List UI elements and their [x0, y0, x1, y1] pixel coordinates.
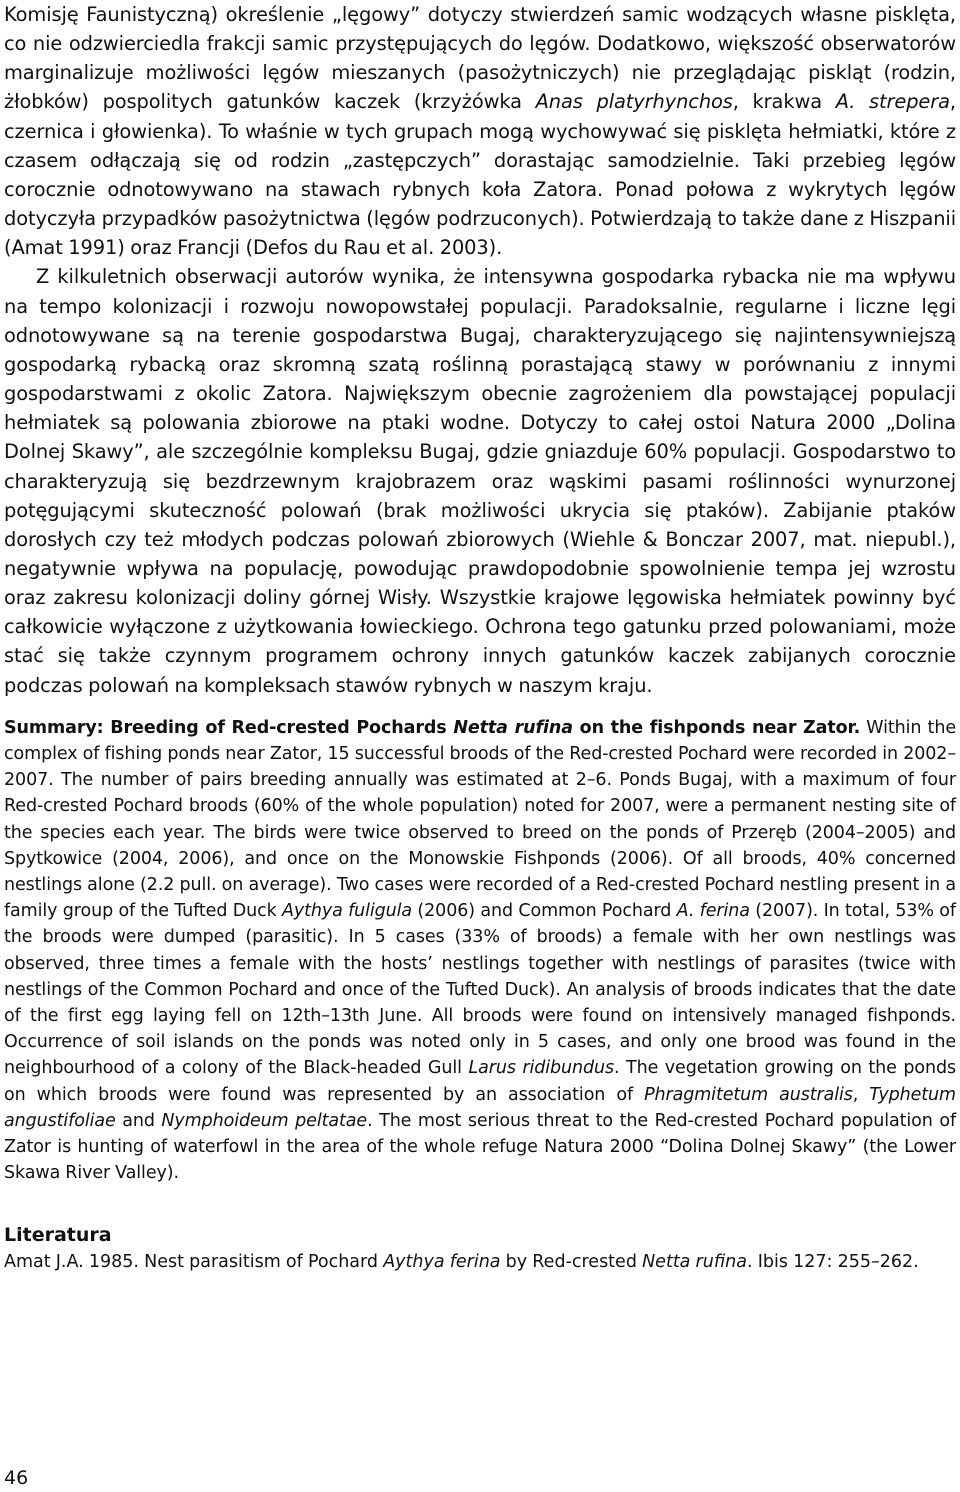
- reference-list: [4, 1249, 956, 1275]
- italic-run: Nymphoideum peltatae: [161, 1110, 368, 1131]
- text-run: Z kilkuletnich obserwacji autorów wynika, że intensywna gospodarka rybacka nie ma wpływu na tempo kolonizacji i rozwoju nowopowstałej populacji. Paradoksalnie, regularne i liczne lęgi odnotowywane są na terenie gospodarstwa Bugaj, charakteryzującego się najintensywniejszą gospodarką rybacką oraz skromną szatą roślinną porastającą stawy w porównaniu z innymi gospodarstwami z okolic Zatora. Największym obecnie zagrożeniem dla powstającej populacji hełmiatek są polowania zbiorowe na ptaki wodne. Dotyczy to całej ostoi Natura 2000 „Dolina Dolnej Skawy”, ale szczególnie kompleksu Bugaj, gdzie gniazduje 60% populacji. Gospodarstwo to charakteryzują się bezdrzewnym krajobrazem oraz wąskimi pasami roślinności wynurzonej potęgującymi skuteczność polowań (brak możliwości ukrycia się ptaków). Zabijanie ptaków dorosłych czy też młodych podczas polowań zbiorowych (Wiehle & Bonczar 2007, mat. niepubl.), negatywnie wpływa na populację, powodując prawdopodobnie spowolnienie tempa jej wzrostu oraz zakresu kolonizacji doliny górnej Wisły. Wszystkie krajowe lęgowiska hełmiatek powinny być całkowicie wyłączone z użytkowania łowieckiego. Ochrona tego gatunku przed polowaniami, może stać się także czynnym programem ochrony innych gatunków kaczek zabijanych corocznie podczas polowań na kompleksach stawów rybnych w naszym kraju.: [4, 265, 956, 697]
- text-run: . Ibis 127: 255–262.: [746, 1252, 919, 1273]
- text-run: (2007). In total, 53% of the broods were dumped (parasitic). In 5 cases (33% of broods) a female with her own nestlings was observed, three times a female with the hosts’ nestlings together with nestlings of parasites (twice with nestlings of the Common Pochard and once of the Tufted Duck). An analysis of broods indicates that the date of the first egg laying fell on 12th–13th June. All broods were found on intensively managed fishponds. Occurrence of soil islands on the ponds was noted only in 5 cases, and only one brood was found in the neighbourhood of a colony of the Black-headed Gull: [4, 901, 956, 1079]
- text-run: . The most serious threat to the Red-crested Pochard population of Zator is hunting of waterfowl in the area of the whole refuge Natura 2000 “Dolina Dolnej Skawy” (the Lower Skawa River Valley).: [4, 1110, 956, 1184]
- bold-run: on the fishponds near Zator.: [572, 717, 861, 738]
- text-run: (2006) and Common Pochard: [412, 901, 677, 922]
- italic-run: Aythya fuligula: [281, 901, 413, 922]
- text-run: Within the complex of fishing ponds near Zator, 15 successful broods of the Red-crested Pochard were recorded in 2002–2007. The number of pairs breeding annually was estimated at 2–6. Ponds Bugaj, with a maximum of four Red-crested Pochard broods (60% of the whole population) noted for 2007, were a permanent nesting site of the species each year. The birds were twice observed to breed on the ponds of Przeręb (2004–2005) and Spytkowice (2004, 2006), and once on the Monowskie Fishponds (2006). Of all broods, 40% concerned nestlings alone (2.2 pull. on average). Two cases were recorded of a Red-crested Pochard nestling present in a family group of the Tufted Duck: [4, 717, 956, 922]
- italic-run: Netta rufina: [453, 717, 573, 738]
- body-paragraph: [4, 0, 956, 262]
- text-run: by Red-crested: [500, 1252, 643, 1273]
- page-number: 46: [4, 1467, 29, 1489]
- article-page: [4, 0, 956, 1276]
- italic-run: Typhetum angustifoliae: [4, 1084, 956, 1131]
- text-run: , krakwa: [732, 90, 836, 114]
- literature-heading: Literatura: [4, 1224, 112, 1247]
- italic-run: Aythya ferina: [383, 1252, 501, 1273]
- text-run: and: [115, 1110, 162, 1131]
- italic-run: Anas platyrhynchos: [535, 90, 733, 114]
- italic-run: Larus ridibundus: [468, 1058, 615, 1079]
- text-run: Amat J.A. 1985. Nest parasitism of Pochard: [4, 1252, 384, 1273]
- text-run: . The vegetation growing on the ponds on which broods were found was represented by an association of: [4, 1058, 956, 1105]
- text-run: ,: [852, 1084, 870, 1105]
- body-paragraph: [4, 262, 956, 699]
- english-summary: [4, 715, 956, 1187]
- polish-body-text: [4, 0, 956, 700]
- bold-run: [453, 718, 573, 738]
- italic-run: A. ferina: [676, 901, 750, 922]
- italic-run: A. strepera: [835, 90, 950, 114]
- reference-entry: [4, 1249, 956, 1275]
- text-run: Komisję Faunistyczną) określenie „lęgowy” dotyczy stwierdzeń samic wodzących własne pisklęta, co nie odzwierciedla frakcji samic przystępujących do lęgów. Dodatkowo, większość obserwatorów marginalizuje możliwości lęgów mieszanych (pasożytniczych) nie przeglądając piskląt (rodzin, żłobków) pospolitych gatunków kaczek (krzyżówka: [4, 3, 956, 114]
- text-run: , czernica i głowienka). To właśnie w tych grupach mogą wychowywać się pisklęta hełmiatki, które z czasem odłączają się od rodzin „zastępczych” dorastając samodzielnie. Taki przebieg lęgów corocznie odnotowywano na stawach rybnych koła Zatora. Ponad połowa z wykrytych lęgów dotyczyła przypadków pasożytnictwa (lęgów podrzuconych). Potwierdzają to także dane z Hiszpanii (Amat 1991) oraz Francji (Defos du Rau et al. 2003).: [4, 90, 956, 260]
- bold-run: Summary: Breeding of Red-crested Pochards: [4, 717, 454, 738]
- italic-run: Netta rufina: [642, 1252, 747, 1273]
- italic-run: Phragmitetum australis: [644, 1084, 853, 1105]
